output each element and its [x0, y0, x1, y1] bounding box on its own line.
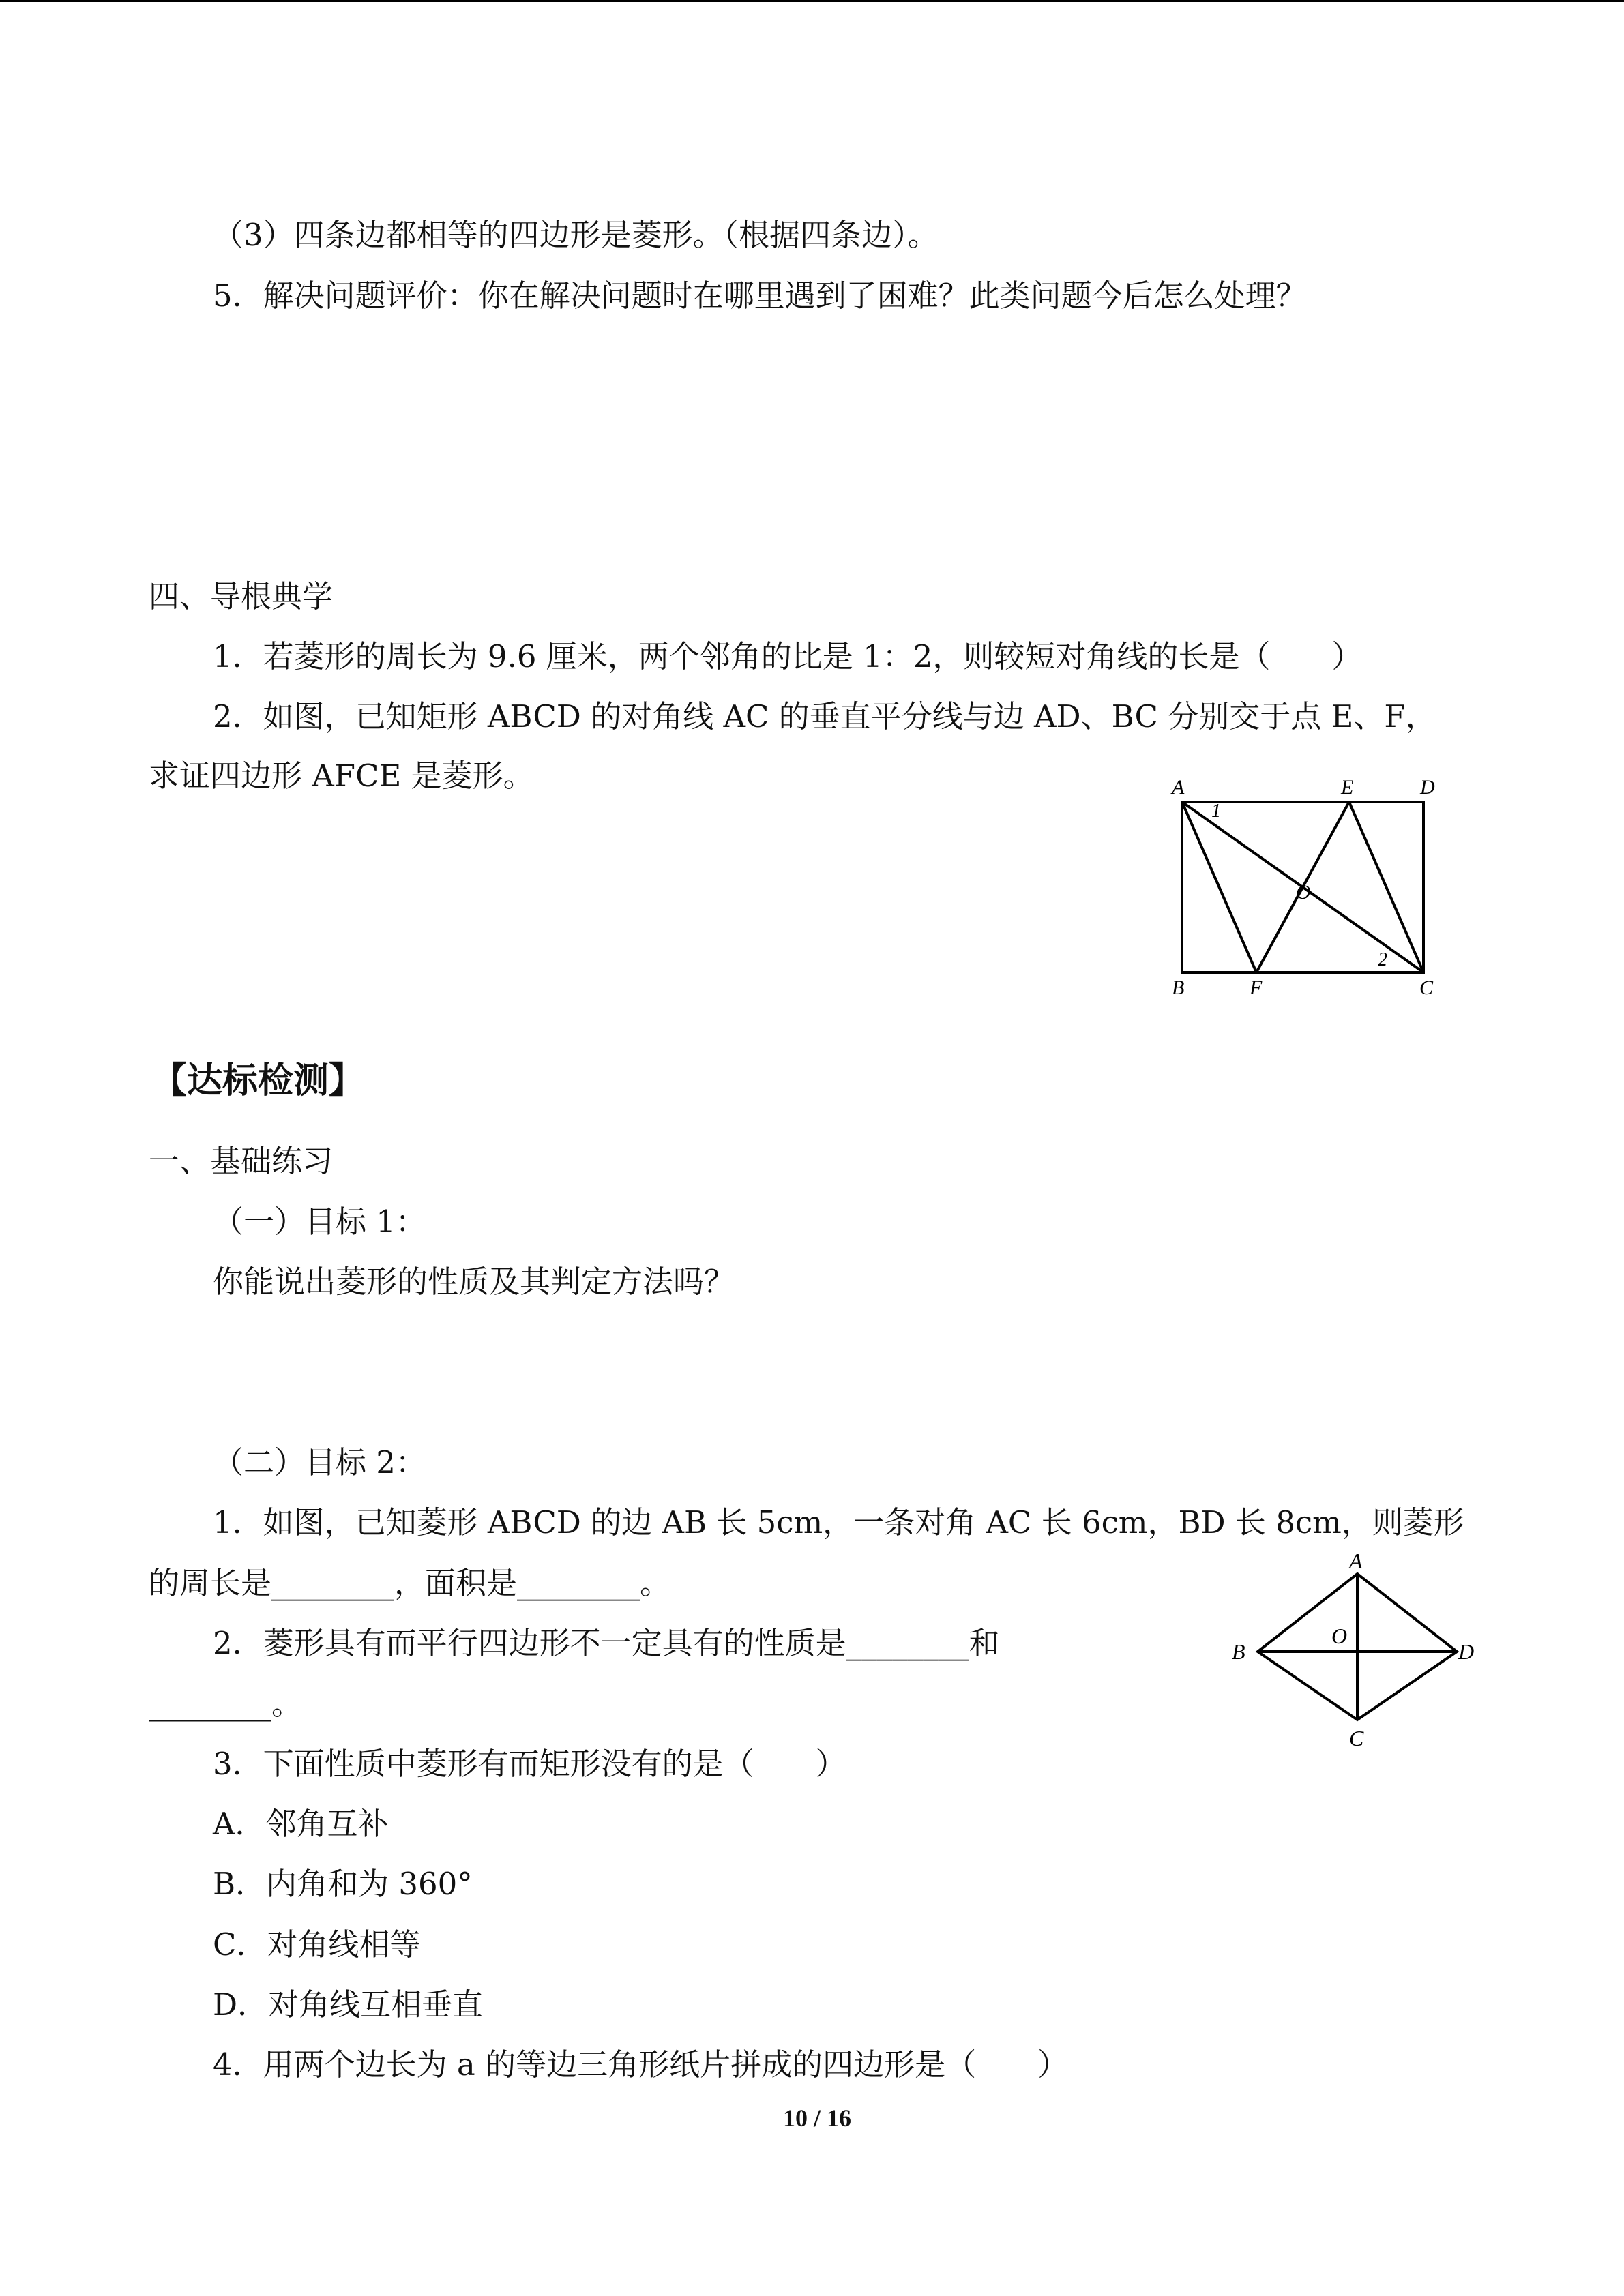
label-A: A	[1349, 1549, 1363, 1573]
question-1: 1．若菱形的周长为 9.6 厘米，两个邻角的比是 1：2，则较短对角线的长是（ ）	[213, 638, 1363, 674]
page-number: 10 / 16	[783, 2104, 852, 2132]
goal-2: （二）目标 2：	[213, 1444, 426, 1480]
basic-practice-title: 一、基础练习	[149, 1143, 334, 1179]
rectangle-figure	[1153, 771, 1473, 996]
g2-question-4: 4．用两个边长为 a 的等边三角形纸片拼成的四边形是（ ）	[213, 2046, 1069, 2083]
label-O: O	[1331, 1624, 1348, 1648]
label-D: D	[1458, 1639, 1475, 1664]
g2-question-1: 1．如图，已知菱形 ABCD 的边 AB 长 5cm，一条对角 AC 长 6cm，BD 长 8cm，则菱形	[213, 1504, 1464, 1540]
section-title: 四、导根典学	[149, 578, 334, 614]
g2-question-2: 2．菱形具有而平行四边形不一定具有的性质是________和	[213, 1625, 1000, 1661]
label-B: B	[1172, 976, 1185, 996]
label-C: C	[1419, 976, 1434, 996]
goal-1-question: 你能说出菱形的性质及其判定方法吗？	[213, 1264, 735, 1300]
question-2: 2．如图，已知矩形 ABCD 的对角线 AC 的垂直平分线与边 AD、BC 分别交于点 E、F，	[213, 698, 1436, 734]
label-B: B	[1232, 1639, 1245, 1664]
rhombus-figure	[1221, 1548, 1494, 1759]
label-A: A	[1172, 776, 1185, 799]
text-line: 5．解决问题评价：你在解决问题时在哪里遇到了困难？此类问题今后怎么处理？	[213, 278, 1307, 314]
label-E: E	[1341, 776, 1354, 799]
text-line: （3）四条边都相等的四边形是菱形。（根据四条边）。	[213, 217, 939, 253]
label-2: 2	[1378, 949, 1387, 970]
label-1: 1	[1211, 801, 1221, 822]
option-d: D．对角线互相垂直	[213, 1986, 484, 2023]
label-F: F	[1250, 976, 1263, 996]
label-D: D	[1420, 776, 1435, 799]
g2-question-3: 3．下面性质中菱形有而矩形没有的是（ ）	[213, 1746, 846, 1782]
goal-1: （一）目标 1：	[213, 1204, 426, 1240]
question-2-cont: 求证四边形 AFCE 是菱形。	[149, 758, 534, 794]
option-b: B．内角和为 360°	[213, 1866, 473, 1902]
top-border	[0, 0, 1624, 2]
check-title: 【达标检测】	[151, 1060, 365, 1101]
option-c: C．对角线相等	[213, 1926, 421, 1963]
label-O: O	[1296, 881, 1311, 904]
g2-question-2-cont: ________。	[149, 1686, 303, 1722]
g2-question-1-cont: 的周长是________，面积是________。	[149, 1565, 671, 1601]
label-C: C	[1349, 1726, 1364, 1750]
option-a: A．邻角互补	[213, 1806, 389, 1842]
